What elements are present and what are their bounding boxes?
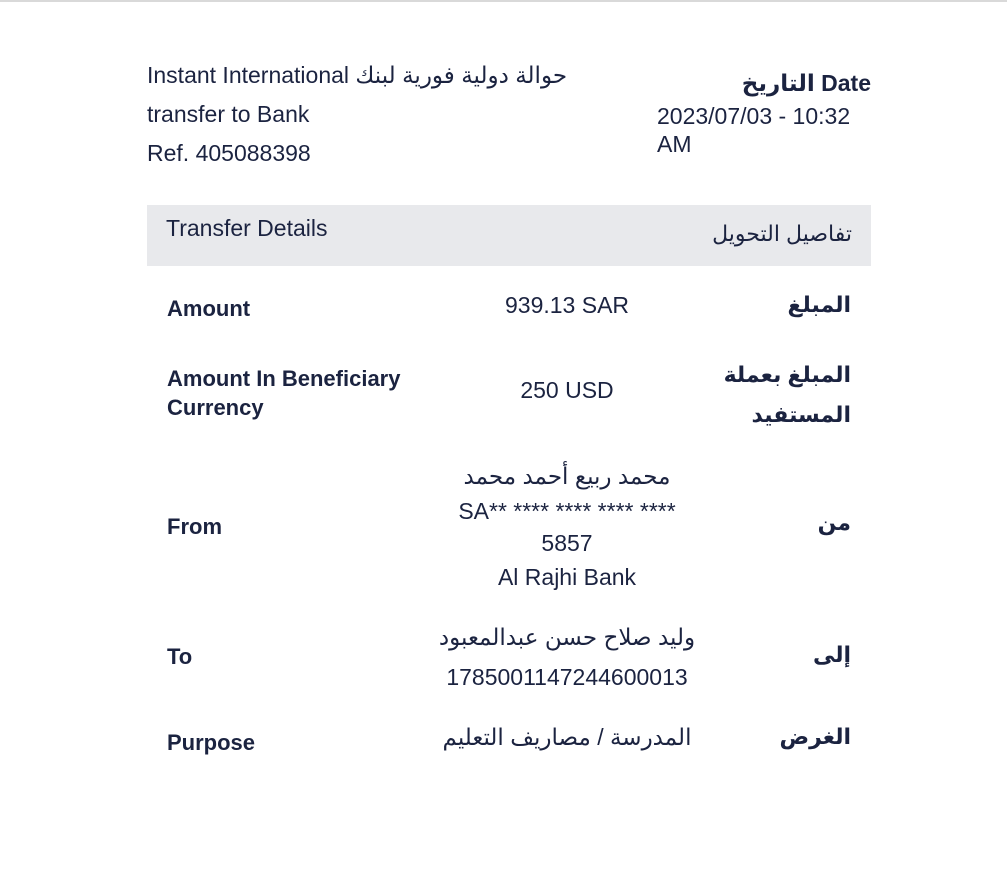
section-title-en: Transfer Details: [166, 215, 328, 241]
transfer-header: [147, 56, 597, 173]
sender-account: SA** **** **** **** ****: [458, 498, 676, 524]
beneficiary-amount-row: [147, 355, 871, 430]
beneficiary-account: 1785001147244600013: [446, 664, 688, 690]
sender-bank: Al Rajhi Bank: [497, 564, 637, 590]
transfer-title-line-2: transfer to Bank: [147, 101, 310, 127]
purpose-row: [147, 722, 871, 762]
beneficiary-amount-label-ar-2: المستفيد: [751, 402, 851, 427]
from-row: [147, 458, 871, 598]
reference-number: Ref. 405088398: [147, 140, 311, 166]
transfer-title-ar: حوالة دولية فورية لبنك: [355, 62, 568, 88]
amount-value: 939.13 SAR: [504, 292, 630, 318]
from-label-ar: من: [817, 510, 851, 535]
amount-label-ar: المبلغ: [787, 292, 851, 317]
to-value: [417, 618, 717, 698]
from-label: From: [167, 514, 222, 539]
sender-name: محمد ربيع أحمد محمد: [463, 463, 671, 489]
date-label: [657, 64, 871, 102]
transfer-title-line-1: [147, 56, 597, 95]
date-label-ar: التاريخ: [741, 70, 815, 96]
purpose-label: Purpose: [167, 730, 256, 755]
purpose-label-ar: الغرض: [779, 724, 851, 749]
to-label: To: [167, 644, 193, 669]
amount-row: [147, 290, 871, 330]
to-row: [147, 618, 871, 698]
beneficiary-amount-value: 250 USD: [520, 377, 614, 403]
top-divider: [0, 0, 1007, 2]
transfer-details-header: [147, 205, 871, 266]
date-label-en: Date: [821, 70, 871, 96]
to-label-ar: إلى: [812, 642, 851, 667]
purpose-value: المدرسة / مصاريف التعليم: [442, 724, 692, 750]
beneficiary-amount-label-ar: [724, 355, 851, 435]
sender-account-end: 5857: [541, 530, 593, 556]
date-block: [657, 64, 871, 158]
beneficiary-name: وليد صلاح حسن عبدالمعبود: [438, 624, 696, 650]
date-value: 2023/07/03 - 10:32 AM: [657, 103, 851, 157]
transfer-title-en: Instant International: [147, 62, 350, 88]
beneficiary-amount-label-ar-1: المبلغ بعملة: [723, 362, 851, 387]
section-title-ar: تفاصيل التحويل: [712, 221, 852, 246]
from-value: [417, 458, 717, 596]
amount-label: Amount: [167, 296, 251, 321]
beneficiary-amount-label: Amount In Beneficiary Currency: [167, 366, 401, 420]
